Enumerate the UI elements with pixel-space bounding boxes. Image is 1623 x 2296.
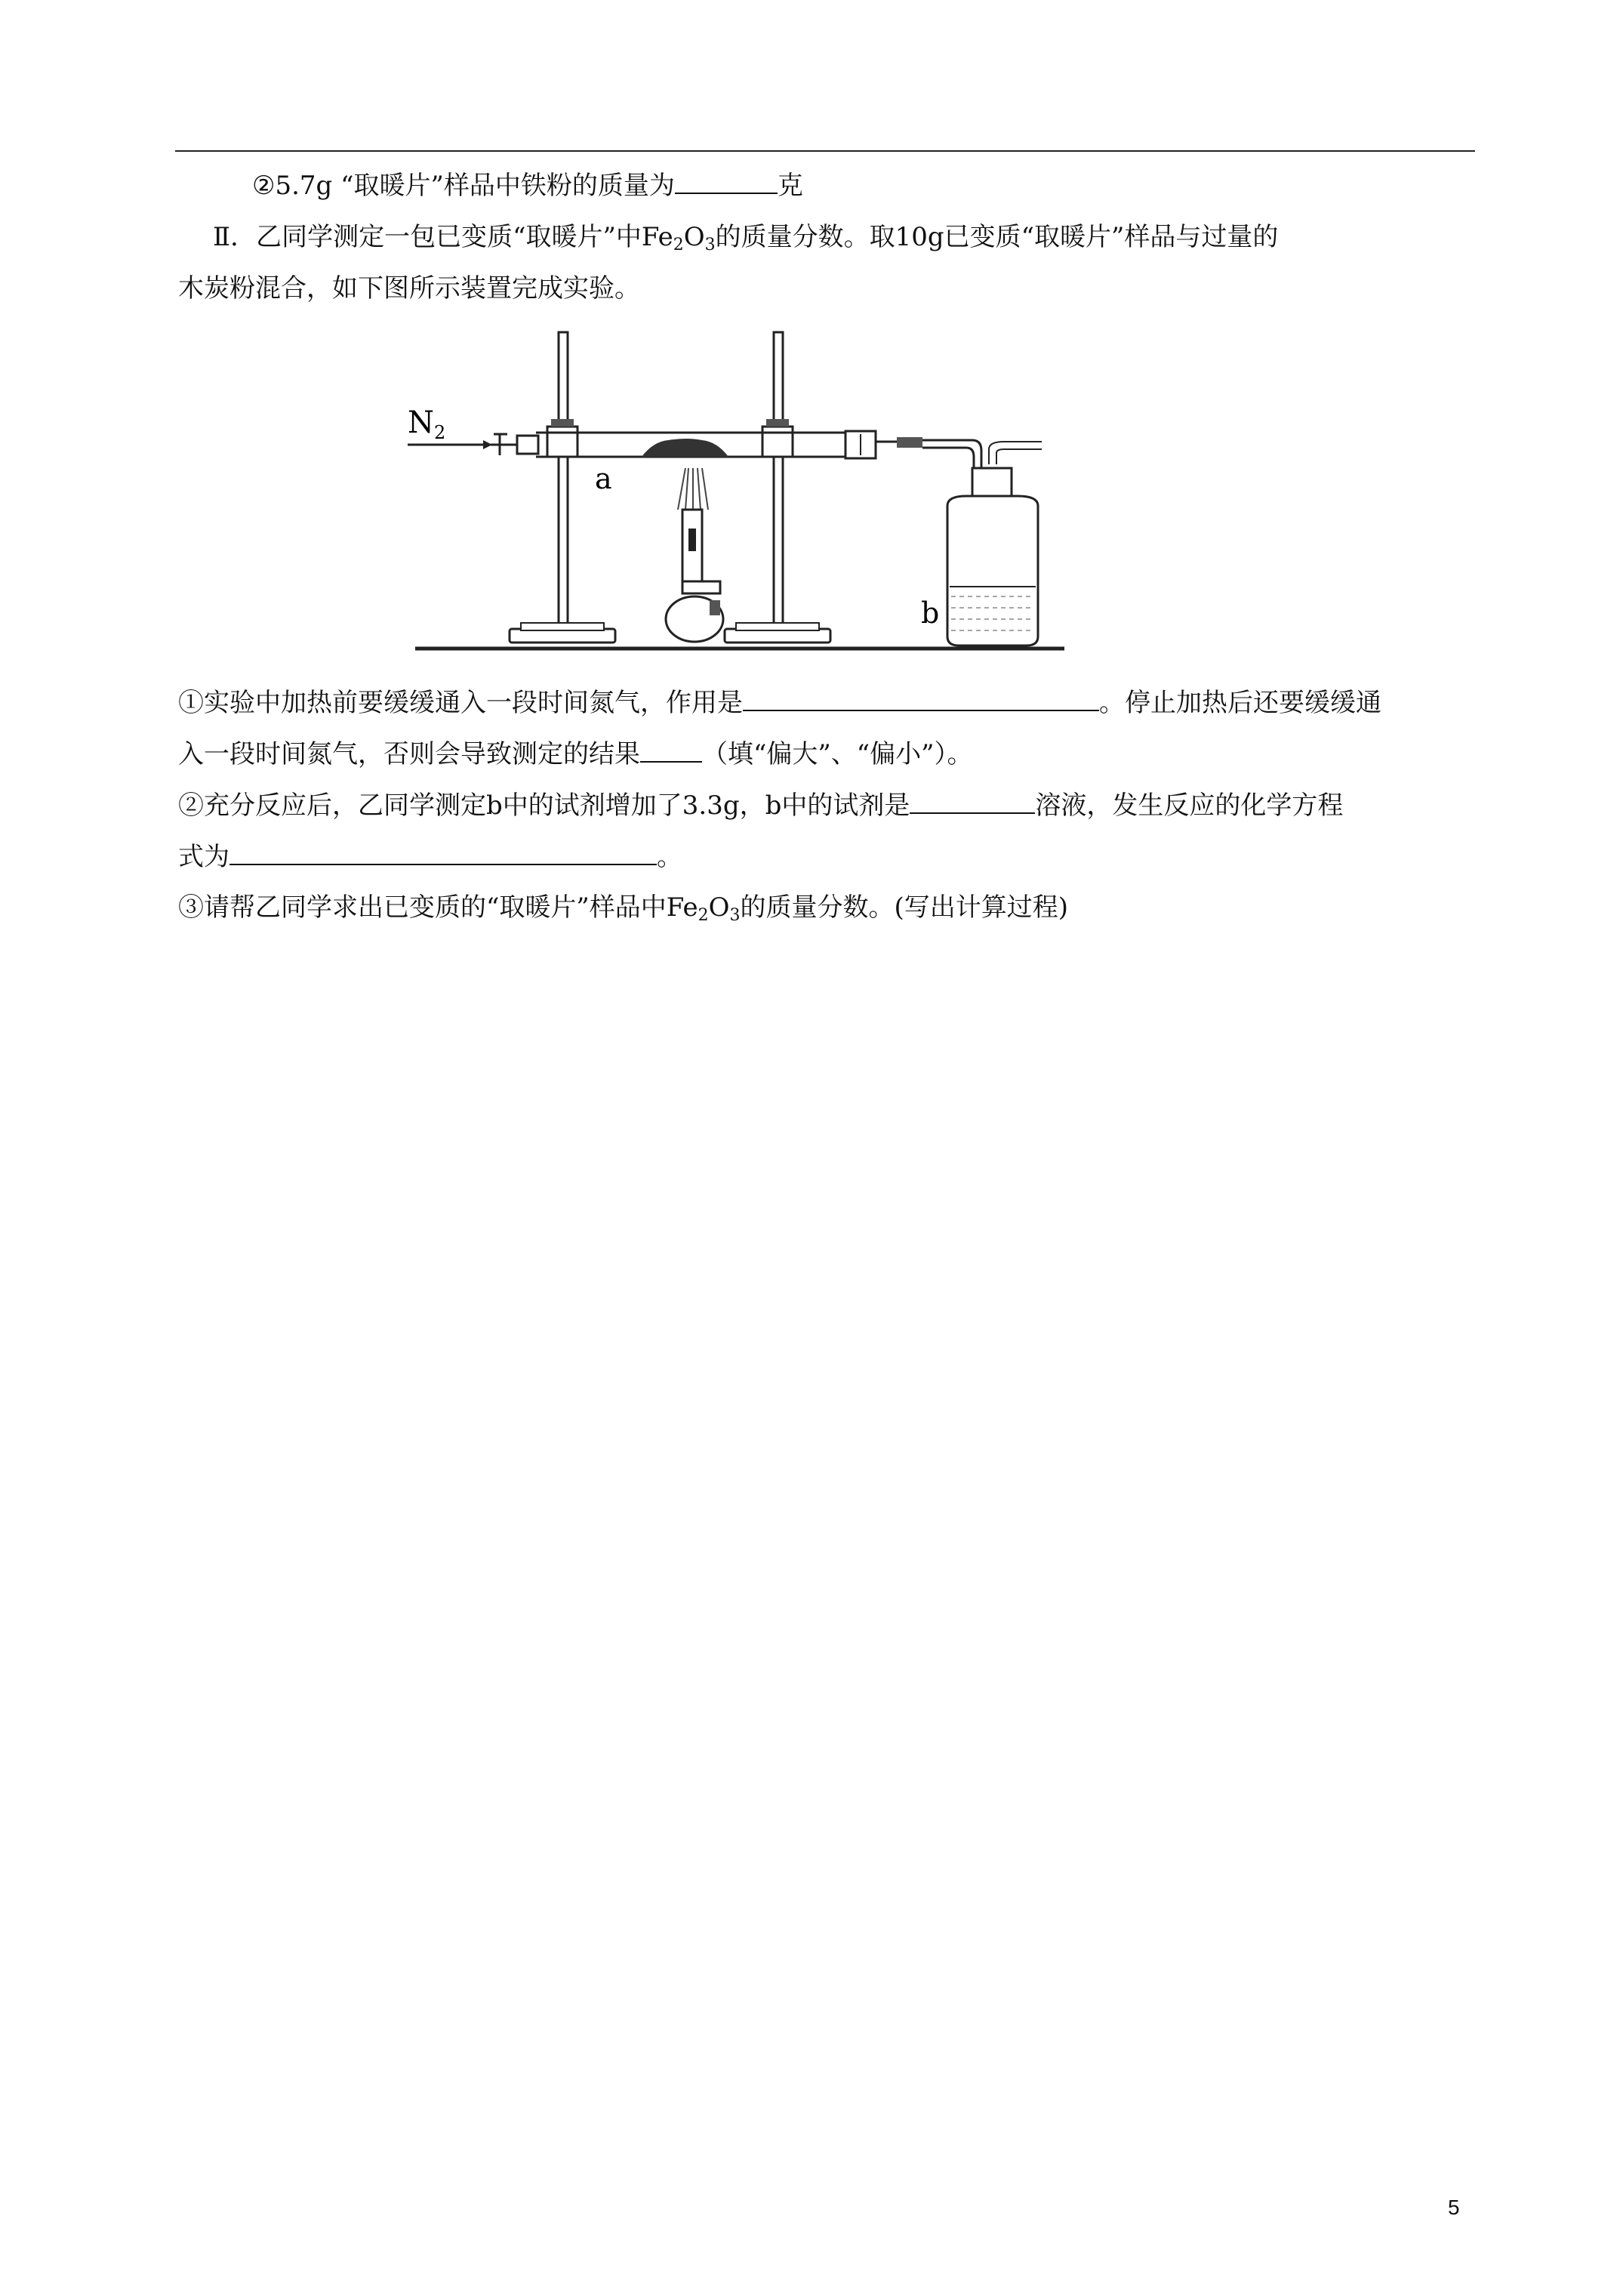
page-number: 5 — [1448, 2196, 1460, 2219]
apparatus-diagram — [393, 321, 1072, 661]
answer-blank[interactable] — [640, 738, 702, 763]
answer-blank[interactable] — [229, 841, 657, 865]
question-1-line1: ①实验中加热前要缓缓通入一段时间氮气，作用是 。停止加热后还要缓缓通 — [178, 688, 1381, 718]
header-rule — [175, 150, 1475, 152]
answer-blank[interactable] — [743, 687, 1099, 711]
chemical-formula: $Fe_2O_3$ — [666, 892, 741, 925]
question-2-line2: 式为 。 — [178, 842, 682, 872]
part-ii-intro-line2: 木炭粉混合，如下图所示装置完成实验。 — [178, 273, 640, 304]
question-3: ③请帮乙同学求出已变质的“取暖片”样品中$Fe_2O_3$的质量分数。(写出计算过程) — [178, 892, 1069, 925]
question-1-line2: 入一段时间氮气，否则会导致测定的结果 （填“偏大”、“偏小”）。 — [178, 739, 973, 769]
label-n2: $N_2$ — [408, 405, 446, 443]
part-ii-intro-line1: Ⅱ．乙同学测定一包已变质“取暖片”中$Fe_2O_3$的质量分数。取10g已变质“取暖片”样品与过量的 — [213, 222, 1279, 254]
chemical-formula: $Fe_2O_3$ — [641, 222, 716, 254]
question-text: 克 — [777, 171, 803, 201]
absorption-bottle — [947, 468, 1038, 646]
reaction-tube — [536, 431, 876, 458]
label-a: a — [595, 462, 612, 495]
answer-blank[interactable] — [910, 790, 1035, 814]
question-2-line1: ②充分反应后，乙同学测定b中的试剂增加了3.3g，b中的试剂是 溶液，发生反应的化学方程 — [178, 791, 1344, 821]
answer-blank[interactable] — [675, 170, 778, 194]
alcohol-burner — [666, 468, 723, 642]
right-iron-stand — [725, 332, 830, 643]
question-text: ②5.7g “取暖片”样品中铁粉的质量为 — [252, 171, 675, 201]
label-b: b — [921, 596, 940, 630]
question-2-item — [252, 170, 803, 201]
